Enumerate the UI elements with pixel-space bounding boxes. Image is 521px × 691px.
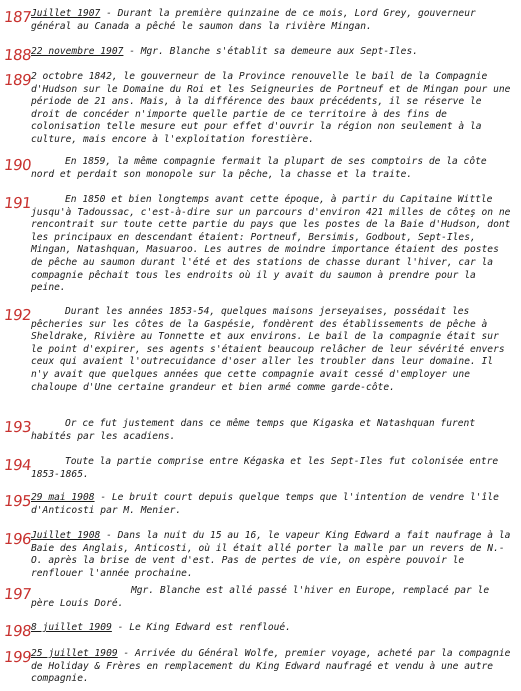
entry-text	[31, 530, 515, 580]
entry-text	[31, 46, 515, 59]
entry-number: 187	[3, 8, 33, 26]
entry-body: Or ce fut justement dans ce même temps que Kigaska et Natashquan furent habités par les acadiens.	[31, 418, 481, 442]
entry-number: 194	[3, 456, 33, 474]
entry-date: Juillet 1907	[31, 8, 101, 19]
entry-text	[31, 8, 515, 33]
entry-date: 8 juillet 1909	[31, 622, 112, 633]
entry-text	[31, 456, 515, 481]
entry-text	[31, 622, 515, 635]
entry-number: 193	[3, 418, 33, 436]
entry-number: 199	[3, 648, 33, 666]
entry-date: 22 novembre 1907	[31, 46, 124, 57]
entry-text	[31, 71, 515, 147]
entry-number: 198	[3, 622, 33, 640]
entry-text	[31, 492, 515, 517]
entry-body: 2 octobre 1842, le gouverneur de la Province renouvelle le bail de la Compagnie d'Hudson sur le Domaine du Roi et les Seigneuries de Portneuf et de Mingan pour une période de 21 ans. Mais, à la différence des baux précédents, il se réserve le droit de concéder n'importe quelle partie de ce territoire à des fins de colonisation telle mesure eut pour effet d'ouvrir la région non seulement à la culture, mais encore à l'exploitation forestière.	[31, 71, 517, 145]
entry-body: En 1850 et bien longtemps avant cette époque, à partir du Capitaine Wittle jusqu'à Tadoussac, c'est-à-dire sur un parcours d'environ 421 milles de côteş on ne rencontrait sur toute cette partie du pays que les postes de la Baie d'Hudson, dont les principaux en descendant étaient: Portneuf, Bersimis, Godbout, Sept-Iles, Mingan, Natashquan, Masuaroo. Les autres de moindre importance étaient des postes de pêche au saumon durant l'été et des stations de chasse durant l'hiver, car la compagnie pêchait tous les endroits où il y avait du saumon à prendre pour la peine.	[31, 194, 517, 294]
entry-text	[31, 418, 515, 443]
entry-body: - Le bruit court depuis quelque temps que l'intention de vendre l'île d'Anticosti par M. Menier.	[31, 492, 505, 516]
entry-number: 191	[3, 194, 33, 212]
entry-date: Juillet 1908	[31, 530, 101, 541]
entry-number: 197	[3, 585, 33, 603]
entry-body: En 1859, la même compagnie fermait la plupart de ses comptoirs de la côte nord et perdait son monopole sur la pêche, la chasse et la traite.	[31, 156, 493, 180]
entry-body: - Le King Edward est renfloué.	[111, 622, 291, 633]
entry-body: - Arrivée du Général Wolfe, premier voyage, acheté par la compagnie de Holiday & Frères en remplacement du King Edward naufragé et vendu à une autre compagnie.	[31, 648, 517, 685]
entry-text	[31, 156, 515, 181]
entry-number: 190	[3, 156, 33, 174]
entry-number: 192	[3, 306, 33, 324]
entry-date: 29 mai 1908	[31, 492, 95, 503]
entry-text	[31, 194, 515, 295]
entry-body: Toute la partie comprise entre Kégaska et les Sept-Iles fut colonisée entre 1853-1865.	[31, 456, 504, 480]
entry-text	[31, 585, 515, 610]
entry-text	[31, 648, 515, 686]
entry-body: Mgr. Blanche est allé passé l'hiver en Europe, remplacé par le père Louis Doré.	[31, 585, 495, 609]
entry-body: - Durant la première quinzaine de ce mois, Lord Grey, gouverneur général au Canada a pêché le saumon dans la rivière Mingan.	[31, 8, 482, 32]
entry-number: 189	[3, 71, 33, 89]
entry-text	[31, 306, 515, 394]
entry-body: Durant les années 1853-54, quelques maisons jerseyaises, possédait les pêcheries sur les côtes de la Gaspésie, fondèrent des établissements de pêche à Sheldrake, Rivière au Tonnette et aux environs. Le bail de la compagnie était sur le point d'expirer, ses agents s'étaient beaucoup relâcher de leur sévérité envers ceux qui avaient l'outrecuidance d'oser aller les troubler dans leur domaine. Il n'y avait que quelques années que cette compagnie avait cessé d'employer une chaloupe d'Une certaine grandeur et bien armé comme garde-côte.	[31, 306, 511, 393]
entry-body: - Mgr. Blanche s'établit sa demeure aux Sept-Iles.	[123, 46, 418, 57]
entry-date: 25 juillet 1909	[31, 648, 118, 659]
entry-body: - Dans la nuit du 15 au 16, le vapeur King Edward a fait naufrage à la Baie des Anglais, Anticosti, où il était allé porter la malle par un revers de N.-O. après la brise de vent d'est. Pas de pertes de vie, on espère pouvoir le renflouer l'année prochaine.	[31, 530, 517, 579]
entry-number: 188	[3, 46, 33, 64]
entry-number: 196	[3, 530, 33, 548]
entry-number: 195	[3, 492, 33, 510]
